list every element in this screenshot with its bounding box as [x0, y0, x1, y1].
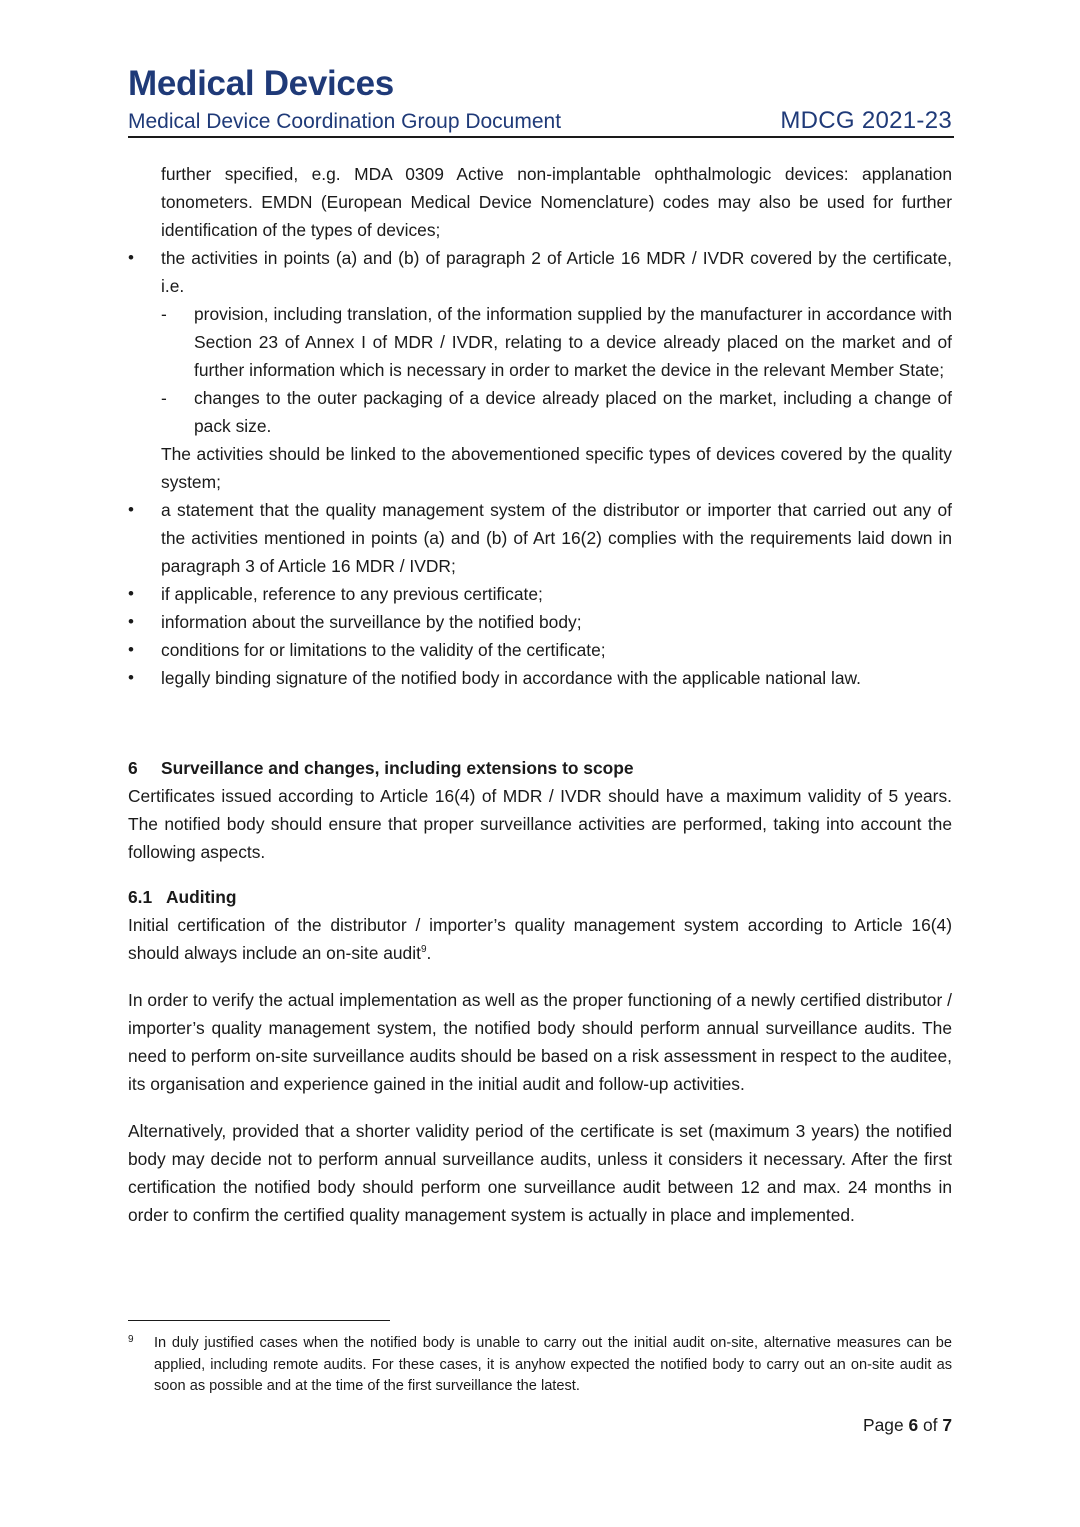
dash-item: - provision, including translation, of the information supplied by the manufacturer in accordance with Section 23 of Annex I of MDR / IVDR, relating to a device already placed on the market and of further information which is necessary in order to market the device in the relevant Member State; — [161, 300, 952, 384]
page-prefix: Page — [863, 1415, 909, 1435]
document-code: MDCG 2021-23 — [780, 107, 952, 134]
section-title: Surveillance and changes, including extensions to scope — [161, 758, 634, 778]
section-number: 6 — [128, 758, 138, 778]
section-6-text: Certificates issued according to Article 16(4) of MDR / IVDR should have a maximum validity of 5 years. The notified body should ensure that proper surveillance activities are performed, taking into account the following aspects. — [128, 786, 952, 862]
footnote-separator — [128, 1320, 390, 1321]
list-item: • conditions for or limitations to the validity of the certificate; — [128, 636, 952, 664]
header-rule — [128, 136, 954, 138]
page-total: 7 — [942, 1415, 952, 1435]
header-subtitle: Medical Device Coordination Group Document — [128, 110, 562, 133]
document-body — [128, 160, 952, 1229]
bullet-list — [128, 496, 952, 692]
page-of: of — [918, 1415, 943, 1435]
section-6-1-para-2: In order to verify the actual implementation as well as the proper functioning of a newly certified distributor / importer’s quality management system, the notified body should perform annual surveillance audits. The need to perform on-site surveillance audits should be based on a risk assessment in respect to the auditee, its organisation and experience gained in the initial audit and follow-up activities. — [128, 990, 952, 1094]
list-item-activities — [128, 244, 952, 440]
bullet-list — [128, 244, 952, 440]
page-current: 6 — [908, 1415, 919, 1435]
header-title: Medical Devices — [128, 64, 394, 103]
list-item: • legally binding signature of the notified body in accordance with the applicable national law. — [128, 664, 952, 692]
list-item-text: the activities in points (a) and (b) of paragraph 2 of Article 16 MDR / IVDR covered by the certificate, i.e. — [161, 248, 952, 296]
footnote-number: 9 — [128, 1334, 134, 1345]
page-number — [863, 1415, 952, 1436]
section-6-1-para-1 — [128, 911, 952, 967]
section-6-1-heading — [128, 883, 952, 911]
paragraph-text: Initial certification of the distributor / importer’s quality management system according to Article 16(4) should always include an on-site audit — [128, 915, 952, 963]
footnote-reference[interactable]: 9 — [420, 944, 427, 956]
list-item: • a statement that the quality management system of the distributor or importer that carried out any of the activities mentioned in points (a) and (b) of Art 16(2) complies with the requirements laid down in paragraph 3 of Article 16 MDR / IVDR; — [128, 496, 952, 580]
list-item: • information about the surveillance by the notified body; — [128, 608, 952, 636]
section-6-heading — [128, 754, 952, 782]
footnote-text: In duly justified cases when the notified body is unable to carry out the initial audit on-site, alternative measures can be applied, including remote audits. For these cases, it is anyhow expected the notified body to carry out an on-site audit as soon as possible and at the time of the first surveillance the latest. — [154, 1335, 952, 1394]
list-item: • if applicable, reference to any previous certificate; — [128, 580, 952, 608]
section-6-1-para-3: Alternatively, provided that a shorter validity period of the certificate is set (maximum 3 years) the notified body may decide not to perform annual surveillance audits, unless it considers it necessary. After the first certification the notified body should perform one surveillance audit between 12 and max. 24 months in order to confirm the certified quality management system is actually in place and implemented. — [128, 1121, 952, 1225]
dash-list — [161, 300, 952, 440]
activities-note: The activities should be linked to the abovementioned specific types of devices covered by the quality system; — [161, 444, 952, 492]
footnote — [128, 1333, 952, 1398]
section-title: Auditing — [166, 887, 237, 907]
dash-item: - changes to the outer packaging of a device already placed on the market, including a change of pack size. — [161, 384, 952, 440]
paragraph-end: . — [426, 943, 432, 963]
section-number: 6.1 — [128, 887, 153, 907]
intro-continued: further specified, e.g. MDA 0309 Active non-implantable ophthalmologic devices: applanation tonometers. EMDN (European Medical Device Nomenclature) codes may also be used for further identification of the types of devices; — [161, 164, 952, 240]
